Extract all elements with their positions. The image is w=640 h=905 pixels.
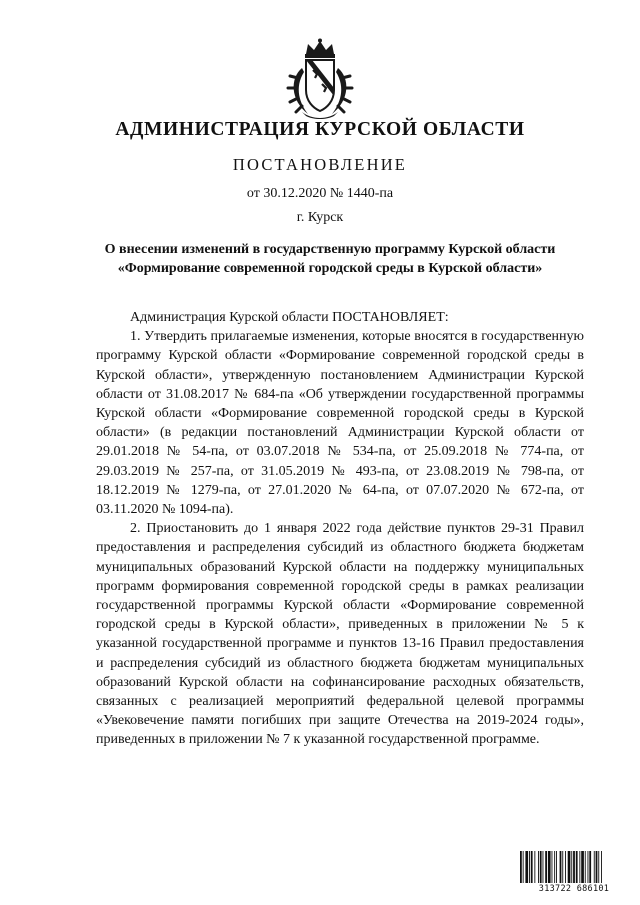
coat-of-arms-emblem-icon <box>284 38 356 120</box>
document-title-line-2: «Формирование современной городской среды в Курской области» <box>117 261 543 276</box>
body-paragraph-1: 1. Утвердить прилагаемые изменения, которые вносятся в государственную программу Курской области «Формирование современной городской среды в Курской области», утвержденную постановлением Администрации Курской области от 31.08.2017 № 684-па «Об утверждении государственной программы Курской области «Формирование современной городской среды в Курской области» (в редакции постановлений Администрации Курской области от 29.01.2018 № 54-па, от 03.07.2018 № 534-па, от 25.09.2018 № 774-па, от 29.03.2019 № 257-па, от 31.05.2019 № 493-па, от 23.08.2019 № 798-па, от 18.12.2019 № 1279-па, от 27.01.2020 № 64-па, от 07.07.2020 № 672-па, от 03.11.2020 № 1094-па). <box>96 329 584 518</box>
document-city: г. Курск <box>296 210 344 225</box>
document-title-line-1: О внесении изменений в государственную программу Курской области <box>104 242 556 257</box>
barcode-icon <box>520 851 628 883</box>
document-title <box>80 240 580 278</box>
body-paragraph-2: 2. Приостановить до 1 января 2022 года действие пунктов 29-31 Правил предоставления и распределения субсидий из областного бюджета бюджетам муниципальных образований Курской области на поддержку муниципальных программ формирования современной городской среды в рамках реализации государственной программы Курской области «Формирование современной городской среды в Курской области», приведенных в приложении № 5 к указанной государственной программе и пунктов 13-16 Правил предоставления и распределения субсидий из областного бюджета бюджетам муниципальных образований Курской области на софинансирование расходных обязательств, связанных с реализацией мероприятий федеральной целевой программы «Увековечение памяти погибших при защите Отечества на 2019-2024 годы», приведенных в приложении № 7 к указанной государственной программе. <box>96 521 584 748</box>
document-type: ПОСТАНОВЛЕНИЕ <box>232 155 408 174</box>
agency-name: АДМИНИСТРАЦИЯ КУРСКОЙ ОБЛАСТИ <box>115 119 525 140</box>
body-intro: Администрация Курской области ПОСТАНОВЛЯЕТ: <box>130 310 449 325</box>
barcode <box>520 851 628 895</box>
document-date-number: от 30.12.2020 № 1440-па <box>246 186 394 201</box>
document-body <box>96 308 584 750</box>
barcode-number: 313722 686101 <box>538 884 610 894</box>
